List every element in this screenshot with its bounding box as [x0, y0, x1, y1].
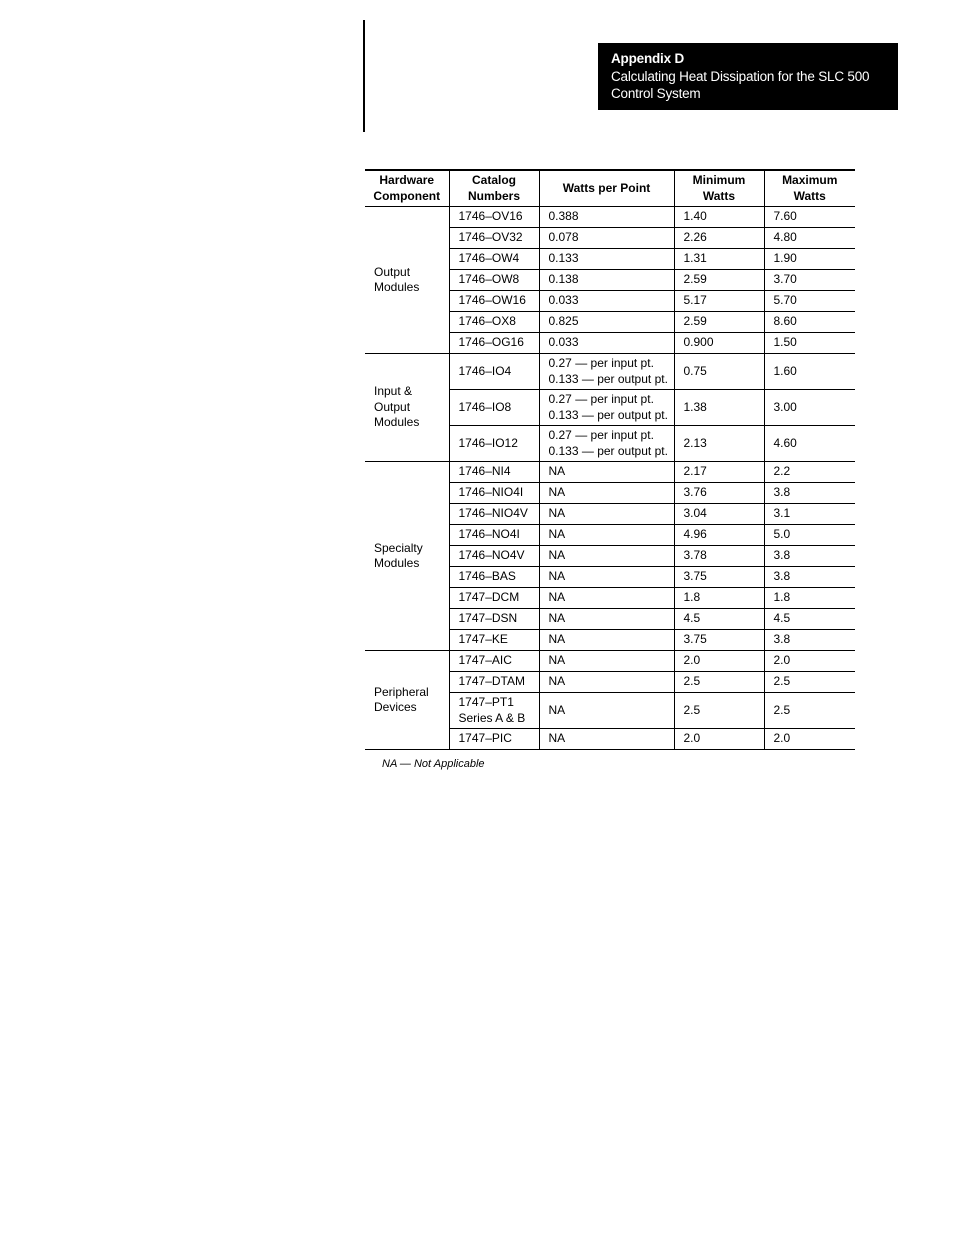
- catalog-number-line: 1747–PIC: [458, 731, 512, 746]
- maximum-watts-cell: 5.0: [764, 525, 855, 546]
- minimum-watts-cell: 2.17: [674, 462, 764, 483]
- maximum-watts-cell: 1.50: [764, 333, 855, 354]
- table-body: [365, 207, 855, 750]
- minimum-watts-cell: 4.96: [674, 525, 764, 546]
- header-catalog-numbers: [449, 170, 539, 207]
- minimum-watts-cell: 2.59: [674, 270, 764, 291]
- group-label-line: Modules: [374, 556, 420, 570]
- watts-per-point-cell: [539, 483, 674, 504]
- catalog-number-cell: [449, 354, 539, 390]
- catalog-number-line: 1746–OX8: [458, 314, 516, 329]
- watts-per-point-cell: [539, 609, 674, 630]
- group-label: [365, 462, 449, 651]
- footnote: NA — Not Applicable: [382, 758, 485, 770]
- group-label: [365, 207, 449, 354]
- maximum-watts-cell: 4.60: [764, 426, 855, 462]
- catalog-number-cell: [449, 312, 539, 333]
- watts-per-point-line: NA: [548, 464, 566, 479]
- table-row: [365, 354, 855, 390]
- minimum-watts-cell: 4.5: [674, 609, 764, 630]
- maximum-watts-cell: 1.90: [764, 249, 855, 270]
- maximum-watts-cell: 3.8: [764, 546, 855, 567]
- group-label-line: Peripheral: [374, 684, 429, 699]
- appendix-header: [598, 43, 898, 110]
- maximum-watts-cell: 4.5: [764, 609, 855, 630]
- catalog-number-line: 1747–DCM: [458, 590, 520, 605]
- header-minimum-watts: [674, 170, 764, 207]
- watts-per-point-line: 0.825: [548, 314, 579, 329]
- watts-per-point-cell: [539, 693, 674, 729]
- table-header-row: [365, 170, 855, 207]
- catalog-number-cell: [449, 588, 539, 609]
- watts-per-point-line: NA: [548, 590, 566, 605]
- catalog-number-line: 1746–OG16: [458, 335, 524, 350]
- watts-per-point-cell: [539, 462, 674, 483]
- watts-per-point-cell: [539, 567, 674, 588]
- catalog-number-cell: [449, 729, 539, 750]
- catalog-number-cell: [449, 462, 539, 483]
- watts-per-point-cell: [539, 312, 674, 333]
- watts-per-point-line: 0.138: [548, 272, 579, 287]
- maximum-watts-cell: 2.0: [764, 651, 855, 672]
- catalog-number-line: Series A & B: [458, 710, 526, 725]
- catalog-number-line: 1746–NO4I: [458, 527, 520, 542]
- catalog-number-line: 1746–IO4: [458, 363, 512, 378]
- watts-per-point-cell: [539, 630, 674, 651]
- header-line: Component: [373, 188, 441, 203]
- table-row: [365, 462, 855, 483]
- watts-per-point-cell: [539, 588, 674, 609]
- header-line: Watts: [793, 188, 826, 203]
- watts-per-point-line: 0.133 — per output pt.: [548, 407, 668, 422]
- watts-per-point-line: 0.133 — per output pt.: [548, 371, 668, 386]
- minimum-watts-cell: 1.31: [674, 249, 764, 270]
- catalog-number-cell: [449, 390, 539, 426]
- catalog-number-line: 1746–NO4V: [458, 548, 525, 563]
- watts-per-point-line: NA: [548, 653, 566, 668]
- appendix-title: Appendix D: [611, 51, 685, 66]
- catalog-number-line: 1747–KE: [458, 632, 508, 647]
- catalog-number-line: 1746–OW16: [458, 293, 526, 308]
- header-line: Watts per Point: [562, 180, 651, 195]
- catalog-number-line: 1746–IO12: [458, 435, 518, 450]
- table-row: [365, 207, 855, 228]
- maximum-watts-cell: 3.70: [764, 270, 855, 291]
- catalog-number-cell: [449, 567, 539, 588]
- minimum-watts-cell: 1.38: [674, 390, 764, 426]
- watts-per-point-line: NA: [548, 702, 566, 717]
- header-line: Minimum: [692, 173, 746, 187]
- catalog-number-cell: [449, 693, 539, 729]
- watts-per-point-line: 0.27 — per input pt.: [548, 428, 654, 442]
- catalog-number-line: 1747–DSN: [458, 611, 518, 626]
- watts-per-point-line: NA: [548, 506, 566, 521]
- watts-per-point-line: NA: [548, 674, 566, 689]
- catalog-number-cell: [449, 426, 539, 462]
- catalog-number-line: 1746–OW4: [458, 251, 520, 266]
- minimum-watts-cell: 0.75: [674, 354, 764, 390]
- catalog-number-cell: [449, 630, 539, 651]
- maximum-watts-cell: 8.60: [764, 312, 855, 333]
- watts-per-point-line: 0.133 — per output pt.: [548, 443, 668, 458]
- maximum-watts-cell: 2.0: [764, 729, 855, 750]
- maximum-watts-cell: 2.5: [764, 672, 855, 693]
- minimum-watts-cell: 2.5: [674, 693, 764, 729]
- group-label-line: Devices: [374, 700, 417, 714]
- catalog-number-cell: [449, 333, 539, 354]
- minimum-watts-cell: 3.76: [674, 483, 764, 504]
- maximum-watts-cell: 2.2: [764, 462, 855, 483]
- appendix-subtitle-line1: Calculating Heat Dissipation for the SLC 500: [611, 69, 870, 84]
- catalog-number-line: 1747–PT1: [458, 695, 514, 709]
- catalog-number-cell: [449, 228, 539, 249]
- catalog-number-line: 1746–BAS: [458, 569, 516, 584]
- minimum-watts-cell: 2.5: [674, 672, 764, 693]
- watts-per-point-line: NA: [548, 527, 566, 542]
- minimum-watts-cell: 3.75: [674, 567, 764, 588]
- watts-per-point-cell: [539, 729, 674, 750]
- catalog-number-cell: [449, 249, 539, 270]
- catalog-number-line: 1746–NIO4I: [458, 485, 524, 500]
- maximum-watts-cell: 5.70: [764, 291, 855, 312]
- header-line: Watts: [702, 188, 736, 203]
- minimum-watts-cell: 2.0: [674, 729, 764, 750]
- catalog-number-line: 1746–OV16: [458, 209, 523, 224]
- watts-per-point-cell: [539, 207, 674, 228]
- minimum-watts-cell: 2.26: [674, 228, 764, 249]
- watts-per-point-cell: [539, 249, 674, 270]
- catalog-number-cell: [449, 546, 539, 567]
- minimum-watts-cell: 3.78: [674, 546, 764, 567]
- header-line: Catalog: [471, 173, 516, 187]
- catalog-number-cell: [449, 291, 539, 312]
- maximum-watts-cell: 3.8: [764, 567, 855, 588]
- watts-per-point-line: NA: [548, 611, 566, 626]
- group-label-line: Modules: [374, 280, 420, 294]
- appendix-subtitle-line2: Control System: [611, 86, 701, 101]
- group-label: [365, 354, 449, 462]
- minimum-watts-cell: 2.59: [674, 312, 764, 333]
- watts-per-point-line: NA: [548, 632, 566, 647]
- maximum-watts-cell: 2.5: [764, 693, 855, 729]
- catalog-number-line: 1747–DTAM: [458, 674, 525, 689]
- header-line: Hardware: [379, 173, 435, 187]
- watts-per-point-line: 0.033: [548, 335, 579, 350]
- maximum-watts-cell: 3.8: [764, 483, 855, 504]
- header-line: Maximum: [782, 173, 838, 187]
- minimum-watts-cell: 1.8: [674, 588, 764, 609]
- watts-per-point-cell: [539, 291, 674, 312]
- catalog-number-cell: [449, 609, 539, 630]
- heat-dissipation-table: [365, 169, 855, 750]
- header-maximum-watts: [764, 170, 855, 207]
- catalog-number-cell: [449, 207, 539, 228]
- catalog-number-line: 1747–AIC: [458, 653, 512, 668]
- watts-per-point-cell: [539, 333, 674, 354]
- minimum-watts-cell: 3.04: [674, 504, 764, 525]
- watts-per-point-cell: [539, 504, 674, 525]
- group-label-line: Specialty: [374, 540, 423, 555]
- header-watts-per-point: [539, 170, 674, 207]
- watts-per-point-line: 0.27 — per input pt.: [548, 356, 654, 370]
- minimum-watts-cell: 5.17: [674, 291, 764, 312]
- watts-per-point-cell: [539, 546, 674, 567]
- header-line: Numbers: [467, 188, 520, 203]
- maximum-watts-cell: 7.60: [764, 207, 855, 228]
- catalog-number-cell: [449, 270, 539, 291]
- catalog-number-cell: [449, 672, 539, 693]
- watts-per-point-cell: [539, 228, 674, 249]
- maximum-watts-cell: 4.80: [764, 228, 855, 249]
- group-label-line: Modules: [374, 415, 420, 430]
- watts-per-point-cell: [539, 651, 674, 672]
- maximum-watts-cell: 1.8: [764, 588, 855, 609]
- watts-per-point-cell: [539, 672, 674, 693]
- header-hardware-component: [365, 170, 449, 207]
- watts-per-point-line: 0.033: [548, 293, 579, 308]
- group-label: [365, 651, 449, 750]
- group-label-line: Output: [374, 264, 411, 279]
- minimum-watts-cell: 0.900: [674, 333, 764, 354]
- catalog-number-cell: [449, 525, 539, 546]
- watts-per-point-line: 0.078: [548, 230, 579, 245]
- watts-per-point-line: NA: [548, 731, 566, 746]
- watts-per-point-line: 0.133: [548, 251, 579, 266]
- watts-per-point-line: 0.27 — per input pt.: [548, 392, 654, 406]
- watts-per-point-cell: [539, 390, 674, 426]
- catalog-number-line: 1746–OW8: [458, 272, 520, 287]
- watts-per-point-cell: [539, 354, 674, 390]
- watts-per-point-cell: [539, 270, 674, 291]
- watts-per-point-cell: [539, 426, 674, 462]
- watts-per-point-line: NA: [548, 569, 566, 584]
- minimum-watts-cell: 3.75: [674, 630, 764, 651]
- maximum-watts-cell: 3.00: [764, 390, 855, 426]
- catalog-number-line: 1746–NI4: [458, 464, 511, 479]
- minimum-watts-cell: 1.40: [674, 207, 764, 228]
- maximum-watts-cell: 1.60: [764, 354, 855, 390]
- maximum-watts-cell: 3.8: [764, 630, 855, 651]
- table-row: [365, 651, 855, 672]
- margin-rule: [363, 20, 365, 132]
- maximum-watts-cell: 3.1: [764, 504, 855, 525]
- catalog-number-cell: [449, 651, 539, 672]
- minimum-watts-cell: 2.13: [674, 426, 764, 462]
- watts-per-point-line: 0.388: [548, 209, 579, 224]
- catalog-number-line: 1746–NIO4V: [458, 506, 528, 521]
- catalog-number-cell: [449, 504, 539, 525]
- catalog-number-line: 1746–IO8: [458, 399, 512, 414]
- watts-per-point-line: NA: [548, 548, 566, 563]
- watts-per-point-line: NA: [548, 485, 566, 500]
- group-label-line: Output: [374, 399, 411, 414]
- catalog-number-cell: [449, 483, 539, 504]
- group-label-line: Input &: [374, 384, 413, 399]
- minimum-watts-cell: 2.0: [674, 651, 764, 672]
- watts-per-point-cell: [539, 525, 674, 546]
- catalog-number-line: 1746–OV32: [458, 230, 523, 245]
